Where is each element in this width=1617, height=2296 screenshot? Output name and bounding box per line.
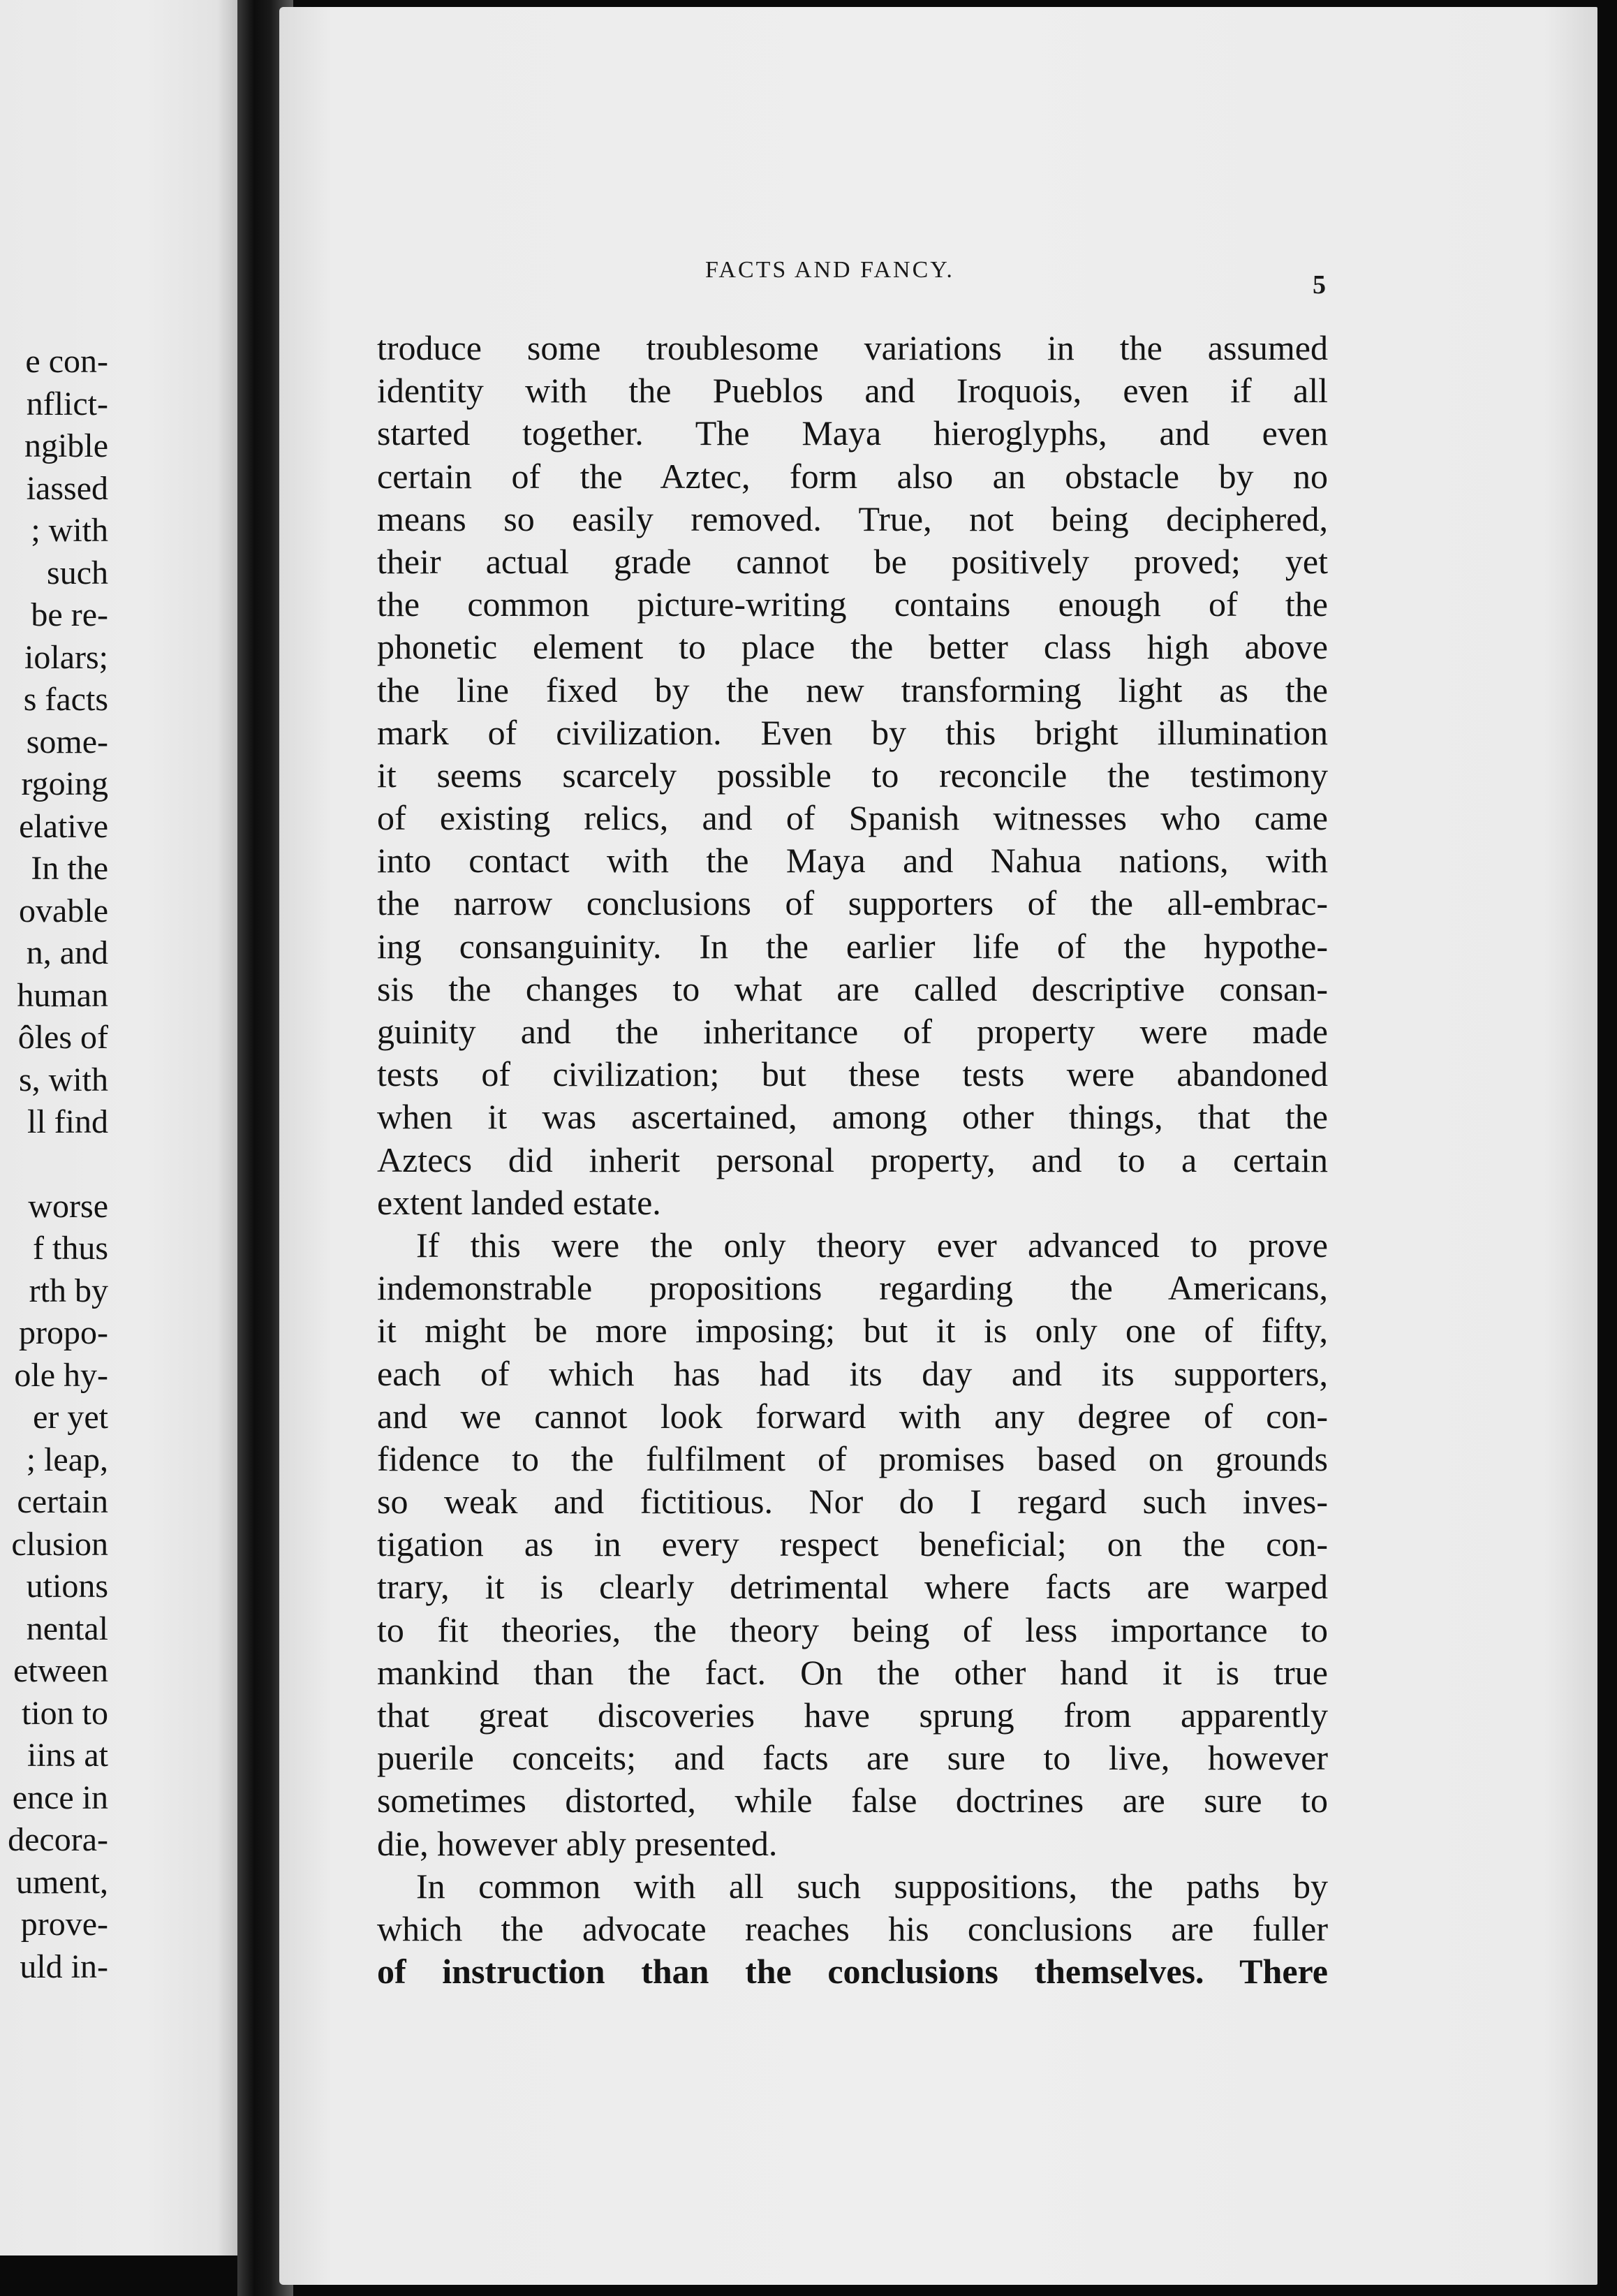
left-line: ; leap, (26, 1441, 108, 1478)
text-line: identity with the Pueblos and Iroquois, even if all (377, 371, 1328, 411)
text-line: of instruction than the conclusions themselves. There (377, 1952, 1328, 1992)
left-line: er yet (33, 1399, 108, 1436)
text-line: fidence to the fulfilment of promises based on grounds (377, 1438, 1328, 1478)
text-line: and we cannot look forward with any degree of con- (377, 1396, 1328, 1436)
left-line: e con- (25, 343, 108, 380)
left-line: nental (26, 1610, 108, 1647)
text-line: trary, it is clearly detrimental where facts are warped (377, 1567, 1328, 1607)
text-line: each of which has had its day and its supporters, (377, 1353, 1328, 1393)
paragraph-gap (0, 1144, 108, 1186)
left-line: n, and (26, 934, 108, 971)
left-line: etween (13, 1652, 108, 1689)
text-line: tests of civilization; but these tests were abandoned (377, 1054, 1328, 1094)
text-line: In common with all such suppositions, the paths by (416, 1866, 1328, 1906)
left-line: prove- (20, 1906, 108, 1943)
left-line: nflict- (26, 385, 108, 422)
left-line: decora- (8, 1821, 108, 1858)
text-line: sometimes distorted, while false doctrines are sure to (377, 1781, 1328, 1820)
text-line: mark of civilization. Even by this bright illumination (377, 712, 1328, 752)
text-line: sis the changes to what are called descriptive consan- (377, 969, 1328, 1008)
text-line: so weak and fictitious. Nor do I regard such inves- (377, 1482, 1328, 1522)
left-page-text (0, 341, 108, 1988)
left-line: ôles of (17, 1019, 108, 1056)
text-line: to fit theories, the theory being of less importance to (377, 1610, 1328, 1649)
text-line: when it was ascertained, among other things, that the (377, 1097, 1328, 1137)
left-line: ument, (16, 1863, 108, 1901)
left-line: iolars; (24, 638, 108, 676)
text-line: it might be more imposing; but it is only one of fifty, (377, 1311, 1328, 1351)
left-line: ll find (27, 1103, 108, 1140)
text-line: their actual grade cannot be positively proved; yet (377, 541, 1328, 581)
text-line: started together. The Maya hieroglyphs, and even (377, 413, 1328, 453)
text-line: troduce some troublesome variations in the assumed (377, 328, 1328, 367)
left-line: human (17, 976, 108, 1014)
left-line: elative (19, 807, 108, 845)
left-line: s facts (23, 681, 108, 718)
text-line: phonetic element to place the better class high above (377, 627, 1328, 667)
running-head: FACTS AND FANCY. (705, 257, 954, 283)
left-line: ; with (31, 512, 108, 549)
left-line: propo- (19, 1314, 108, 1351)
text-line: certain of the Aztec, form also an obstacle by no (377, 456, 1328, 496)
body-text (377, 327, 1328, 1993)
text-line: into contact with the Maya and Nahua nations, with (377, 841, 1328, 881)
left-line: rth by (29, 1272, 108, 1309)
left-line: iassed (26, 469, 108, 507)
left-line: certain (17, 1483, 108, 1520)
left-line: uld in- (20, 1948, 108, 1985)
text-line: means so easily removed. True, not being deciphered, (377, 499, 1328, 538)
left-line: iins at (27, 1737, 108, 1774)
text-line: guinity and the inheritance of property were made (377, 1012, 1328, 1051)
left-line: some- (26, 723, 108, 760)
text-line: puerile conceits; and facts are sure to live, however (377, 1738, 1328, 1778)
text-line: Aztecs did inherit personal property, and to a certain (377, 1140, 1328, 1179)
left-line: utions (26, 1568, 108, 1605)
left-line: ole hy- (14, 1356, 108, 1394)
left-line: be re- (31, 596, 108, 633)
left-line: ngible (24, 427, 108, 464)
left-line: ence in (12, 1779, 108, 1816)
left-line: ovable (19, 892, 108, 929)
text-line: it seems scarcely possible to reconcile the testimony (377, 755, 1328, 795)
text-line: the line fixed by the new transforming light as the (377, 670, 1328, 709)
left-line: such (47, 554, 108, 591)
text-line: that great discoveries have sprung from apparently (377, 1695, 1328, 1735)
left-line: rgoing (21, 765, 108, 802)
text-line: tigation as in every respect beneficial; on the con- (377, 1524, 1328, 1564)
text-line: indemonstrable propositions regarding the Americans, (377, 1268, 1328, 1308)
text-line: which the advocate reaches his conclusions are fuller (377, 1908, 1328, 1948)
text-line: ing consanguinity. In the earlier life of the hypothe- (377, 926, 1328, 966)
left-page-fragment (0, 0, 241, 2255)
left-line: worse (28, 1187, 108, 1225)
left-line: s, with (18, 1061, 108, 1098)
left-line: f thus (33, 1230, 108, 1267)
text-line: the common picture-writing contains enough of the (377, 584, 1328, 624)
text-line: mankind than the fact. On the other hand it is true (377, 1652, 1328, 1692)
left-line: tion to (21, 1694, 108, 1732)
text-line: If this were the only theory ever advanced to prove (416, 1225, 1328, 1265)
text-line: the narrow conclusions of supporters of the all-embrac- (377, 883, 1328, 923)
left-line: clusion (11, 1525, 108, 1563)
page-number: 5 (1313, 270, 1326, 300)
left-line: In the (31, 850, 108, 887)
text-line: of existing relics, and of Spanish witnesses who came (377, 798, 1328, 838)
text-line: die, however ably presented. (377, 1823, 778, 1863)
text-line: extent landed estate. (377, 1182, 661, 1222)
